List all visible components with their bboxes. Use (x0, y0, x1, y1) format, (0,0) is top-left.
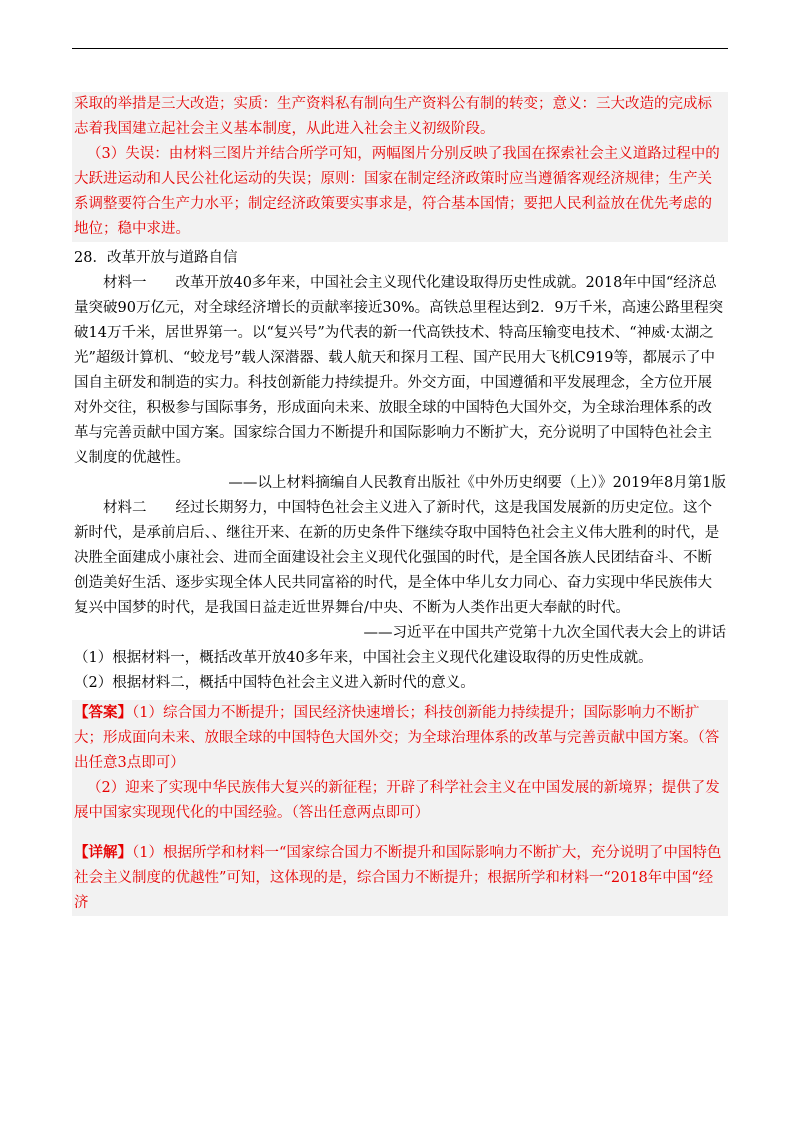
answer-part-1: 【答案】（1）综合国力不断提升；国民经济快速增长；科技创新能力持续提升；国际影响力不断扩大；形成面向未来、放眼全球的中国特色大国外交；为全球治理体系的改革与完善贡献中国方案。（答出任意3点即可） (74, 704, 720, 771)
header-rule (72, 48, 728, 49)
answer-label: 【答案】 (74, 704, 132, 721)
material-two: 材料二 经过长期努力，中国特色社会主义进入了新时代，这是我国发展新的历史定位。这个新时代，是承前启后、、继往开来、在新的历史条件下继续夺取中国特色社会主义伟大胜利的时代，是决胜全面建成小康社会、进而全面建设社会主义现代化强国的时代，是全国各族人民团结奋斗、不断创造美好生活、逐步实现全体人民共同富裕的时代，是全体中华儿女力同心、奋力实现中华民族伟大复兴中国梦的时代，是我国日益走近世界舞台/中央、不断为人类作出更大奉献的时代。 (74, 500, 720, 616)
detail-text: 【详解】（1）根据所学和材料一“国家综合国力不断提升和国际影响力不断扩大，充分说明了中国特色社会主义制度的优越性”可知，这体现的是，综合国力不断提升；根据所学和材料一“2018年中国“经济 (74, 844, 722, 911)
detail-label: 【详解】 (74, 844, 132, 861)
previous-answer-text: 采取的举措是三大改造；实质：生产资料私有制向生产资料公有制的转变；意义：三大改造的完成标志着我国建立起社会主义基本制度，从此进入社会主义初级阶段。 (74, 96, 712, 137)
sub-question-1: （1）根据材料一，概括改革开放40多年来，中国社会主义现代化建设取得的历史性成就。 (74, 650, 653, 666)
page-content (72, 92, 728, 916)
answer-part-2: （2）迎来了实现中华民族伟大复兴的新征程；开辟了科学社会主义在中国发展的新境界；提供了发展中国家实现现代化的中国经验。（答出任意两点即可） (74, 780, 720, 821)
question-28 (72, 246, 728, 696)
previous-answer-block (72, 92, 728, 242)
sub-question-2: （2）根据材料二，概括中国特色社会主义进入新时代的意义。 (74, 675, 475, 691)
question-title: 28．改革开放与道路自信 (74, 250, 238, 266)
material-two-source: ——习近平在中国共产党第十九次全国代表大会上的讲话 (363, 625, 726, 641)
material-one: 材料一 改革开放40多年来，中国社会主义现代化建设取得历史性成就。2018年中国“经济总量突破90万亿元，对全球经济增长的贡献率接近30%。高铁总里程达到2．9万千米，高速公路里程突破14万千米，居世界第一。以“复兴号”为代表的新一代高铁技术、特高压输变电技术、“神威·太湖之光”超级计算机、“蛟龙号”载人深潜器、载人航天和探月工程、国产民用大飞机C919等，都展示了中国自主研发和制造的实力。科技创新能力持续提升。外交方面，中国遵循和平发展理念，全方位开展对外交往，积极参与国际事务，形成面向未来、放眼全球的中国特色大国外交，为全球治理体系的改革与完善贡献中国方案。国家综合国力不断提升和国际影响力不断扩大，充分说明了中国特色社会主义制度的优越性。 (74, 275, 724, 466)
material-one-source: ——以上材料摘编自人民教育出版社《中外历史纲要（上）》2019年8月第1版 (228, 475, 726, 491)
previous-answer-part3: （3）失误：由材料三图片并结合所学可知，两幅图片分别反映了我国在探索社会主义道路过程中的大跃进运动和人民公社化运动的失误；原则：国家在制定经济政策时应当遵循客观经济规律；生产关系调整要符合生产力水平；制定经济政策要实事求是，符合基本国情；要把人民利益放在优先考虑的地位；稳中求进。 (74, 146, 720, 237)
answer-block (72, 700, 728, 916)
